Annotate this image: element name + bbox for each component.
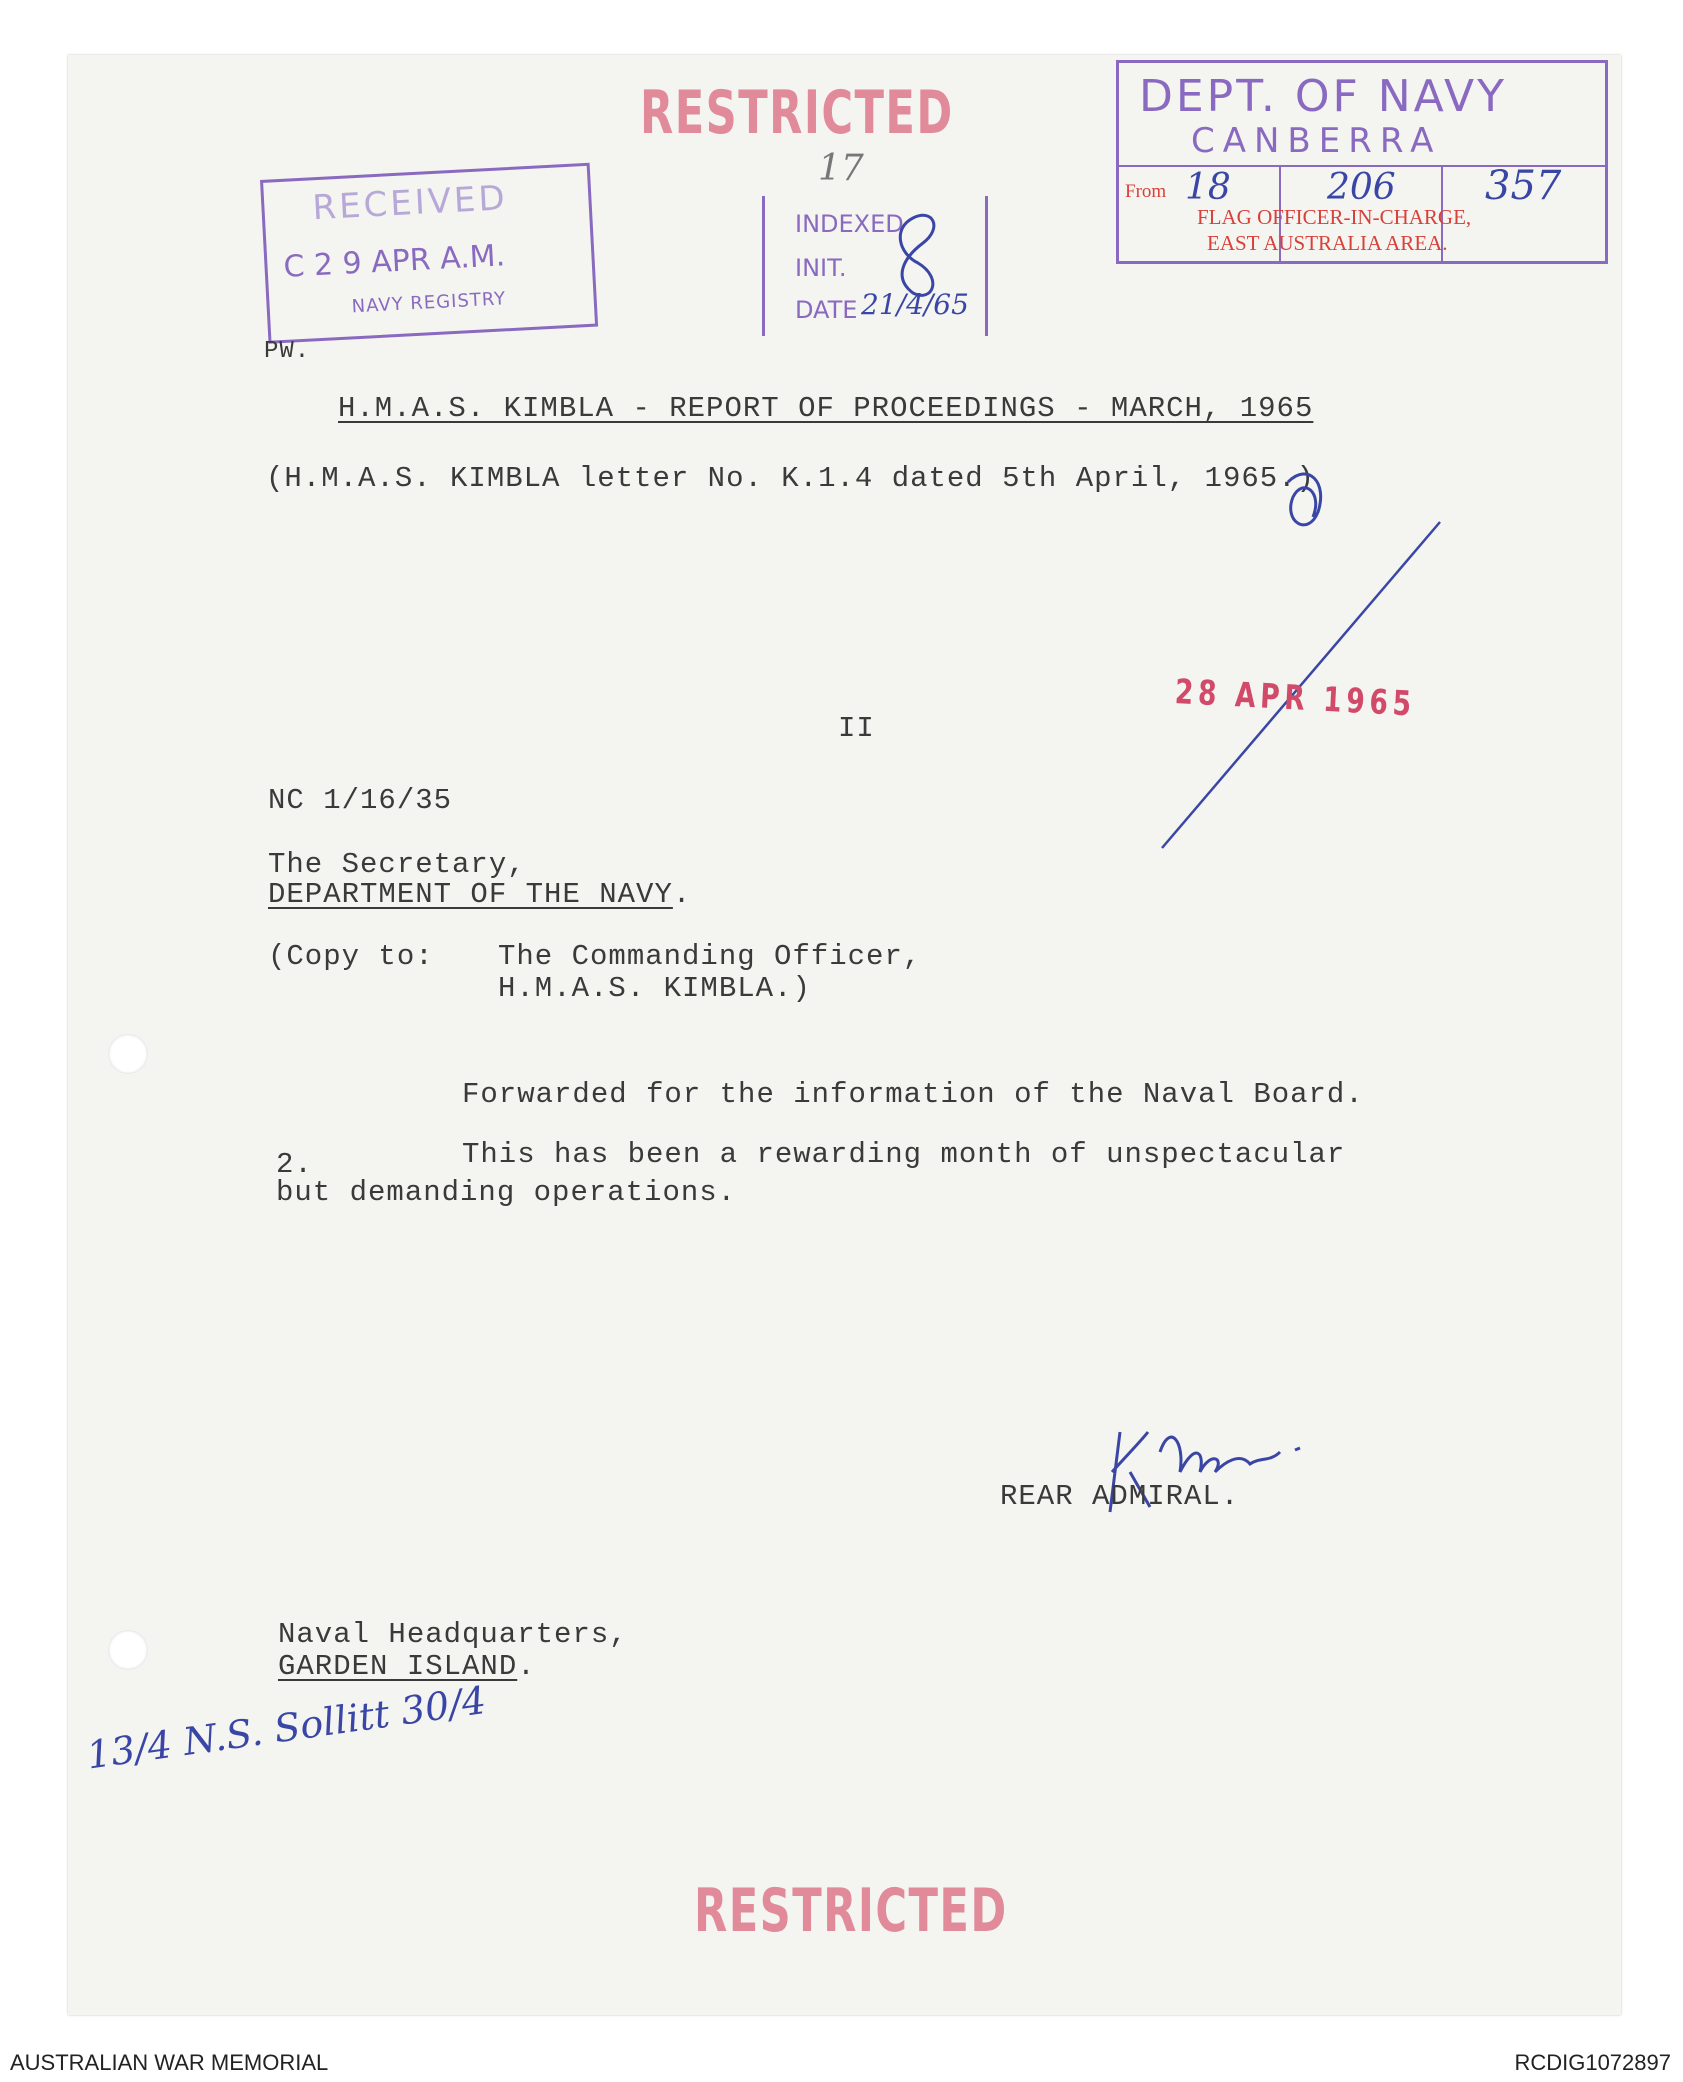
dept-navy-stamp <box>1116 60 1608 264</box>
indexed-line1: INDEXED <box>795 210 904 238</box>
copy-line1: The Commanding Officer, <box>498 940 922 973</box>
signatory-rank: REAR ADMIRAL. <box>1000 1480 1240 1513</box>
indexed-stamp <box>762 196 988 336</box>
paragraph-1: Forwarded for the information of the Naval Board. <box>462 1078 1364 1111</box>
origin-line1: Naval Headquarters, <box>278 1618 628 1651</box>
indexed-handwritten-date: 21/4/65 <box>861 288 969 321</box>
paragraph-2-line1: This has been a rewarding month of unspectacular <box>462 1138 1346 1171</box>
received-title: RECEIVED <box>311 178 509 229</box>
footer-left: AUSTRALIAN WAR MEMORIAL <box>10 2050 329 2075</box>
indexed-initial-scribble <box>873 208 953 308</box>
received-stamp <box>260 163 598 344</box>
origin-line2-tail: . <box>517 1650 536 1683</box>
dept-title-line1: DEPT. OF NAVY <box>1139 71 1507 122</box>
dept-red-line1: FLAG OFFICER-IN-CHARGE, <box>1197 205 1472 229</box>
bottom-handwritten-notes: 13/4 N.S. Sollitt 30/4 <box>84 1677 489 1778</box>
dept-num3: 357 <box>1485 163 1562 209</box>
received-date: C 2 9 APR A.M. <box>282 238 506 285</box>
addressee-line2-wrap <box>268 878 691 911</box>
indexed-line3: DATE <box>795 296 858 324</box>
dept-from-label: From <box>1125 181 1167 202</box>
restricted-stamp-bottom: RESTRICTED <box>694 1876 1008 1946</box>
margin-number: 17 <box>818 148 864 189</box>
addressee-line2-tail: . <box>672 878 692 911</box>
date-received-stamp: 28 APR 1965 <box>1173 672 1417 725</box>
dept-red-line2: EAST AUSTRALIA AREA. <box>1207 231 1448 255</box>
copy-label: (Copy to: <box>268 940 434 973</box>
received-registry: NAVY REGISTRY <box>351 288 507 318</box>
paragraph-2-line2: but demanding operations. <box>276 1176 737 1209</box>
footer-right: RCDIG1072897 <box>1514 2050 1671 2075</box>
indexed-line2: INIT. <box>795 254 847 282</box>
origin-line2-wrap <box>278 1650 536 1683</box>
addressee-line2: DEPARTMENT OF THE NAVY <box>268 878 673 911</box>
addressee-line1: The Secretary, <box>268 848 526 881</box>
dept-title-line2: CANBERRA <box>1191 121 1442 161</box>
copy-line2: H.M.A.S. KIMBLA.) <box>498 972 811 1005</box>
document-title: H.M.A.S. KIMBLA - REPORT OF PROCEEDINGS - MARCH, 1965 <box>338 392 1314 425</box>
dept-num1: 18 <box>1185 167 1231 208</box>
dept-num2: 206 <box>1327 167 1396 208</box>
document-subtitle: (H.M.A.S. KIMBLA letter No. K.1.4 dated 5th April, 1965.) <box>266 462 1315 495</box>
restricted-stamp-top: RESTRICTED <box>640 78 954 148</box>
punch-hole-top <box>108 1034 148 1074</box>
section-numeral: II <box>838 712 875 745</box>
punch-hole-bottom <box>108 1630 148 1670</box>
pw-mark: PW. <box>264 338 311 365</box>
reference-number: NC 1/16/35 <box>268 784 453 817</box>
origin-line2: GARDEN ISLAND <box>278 1650 518 1683</box>
paragraph-2-number: 2. <box>276 1148 313 1181</box>
